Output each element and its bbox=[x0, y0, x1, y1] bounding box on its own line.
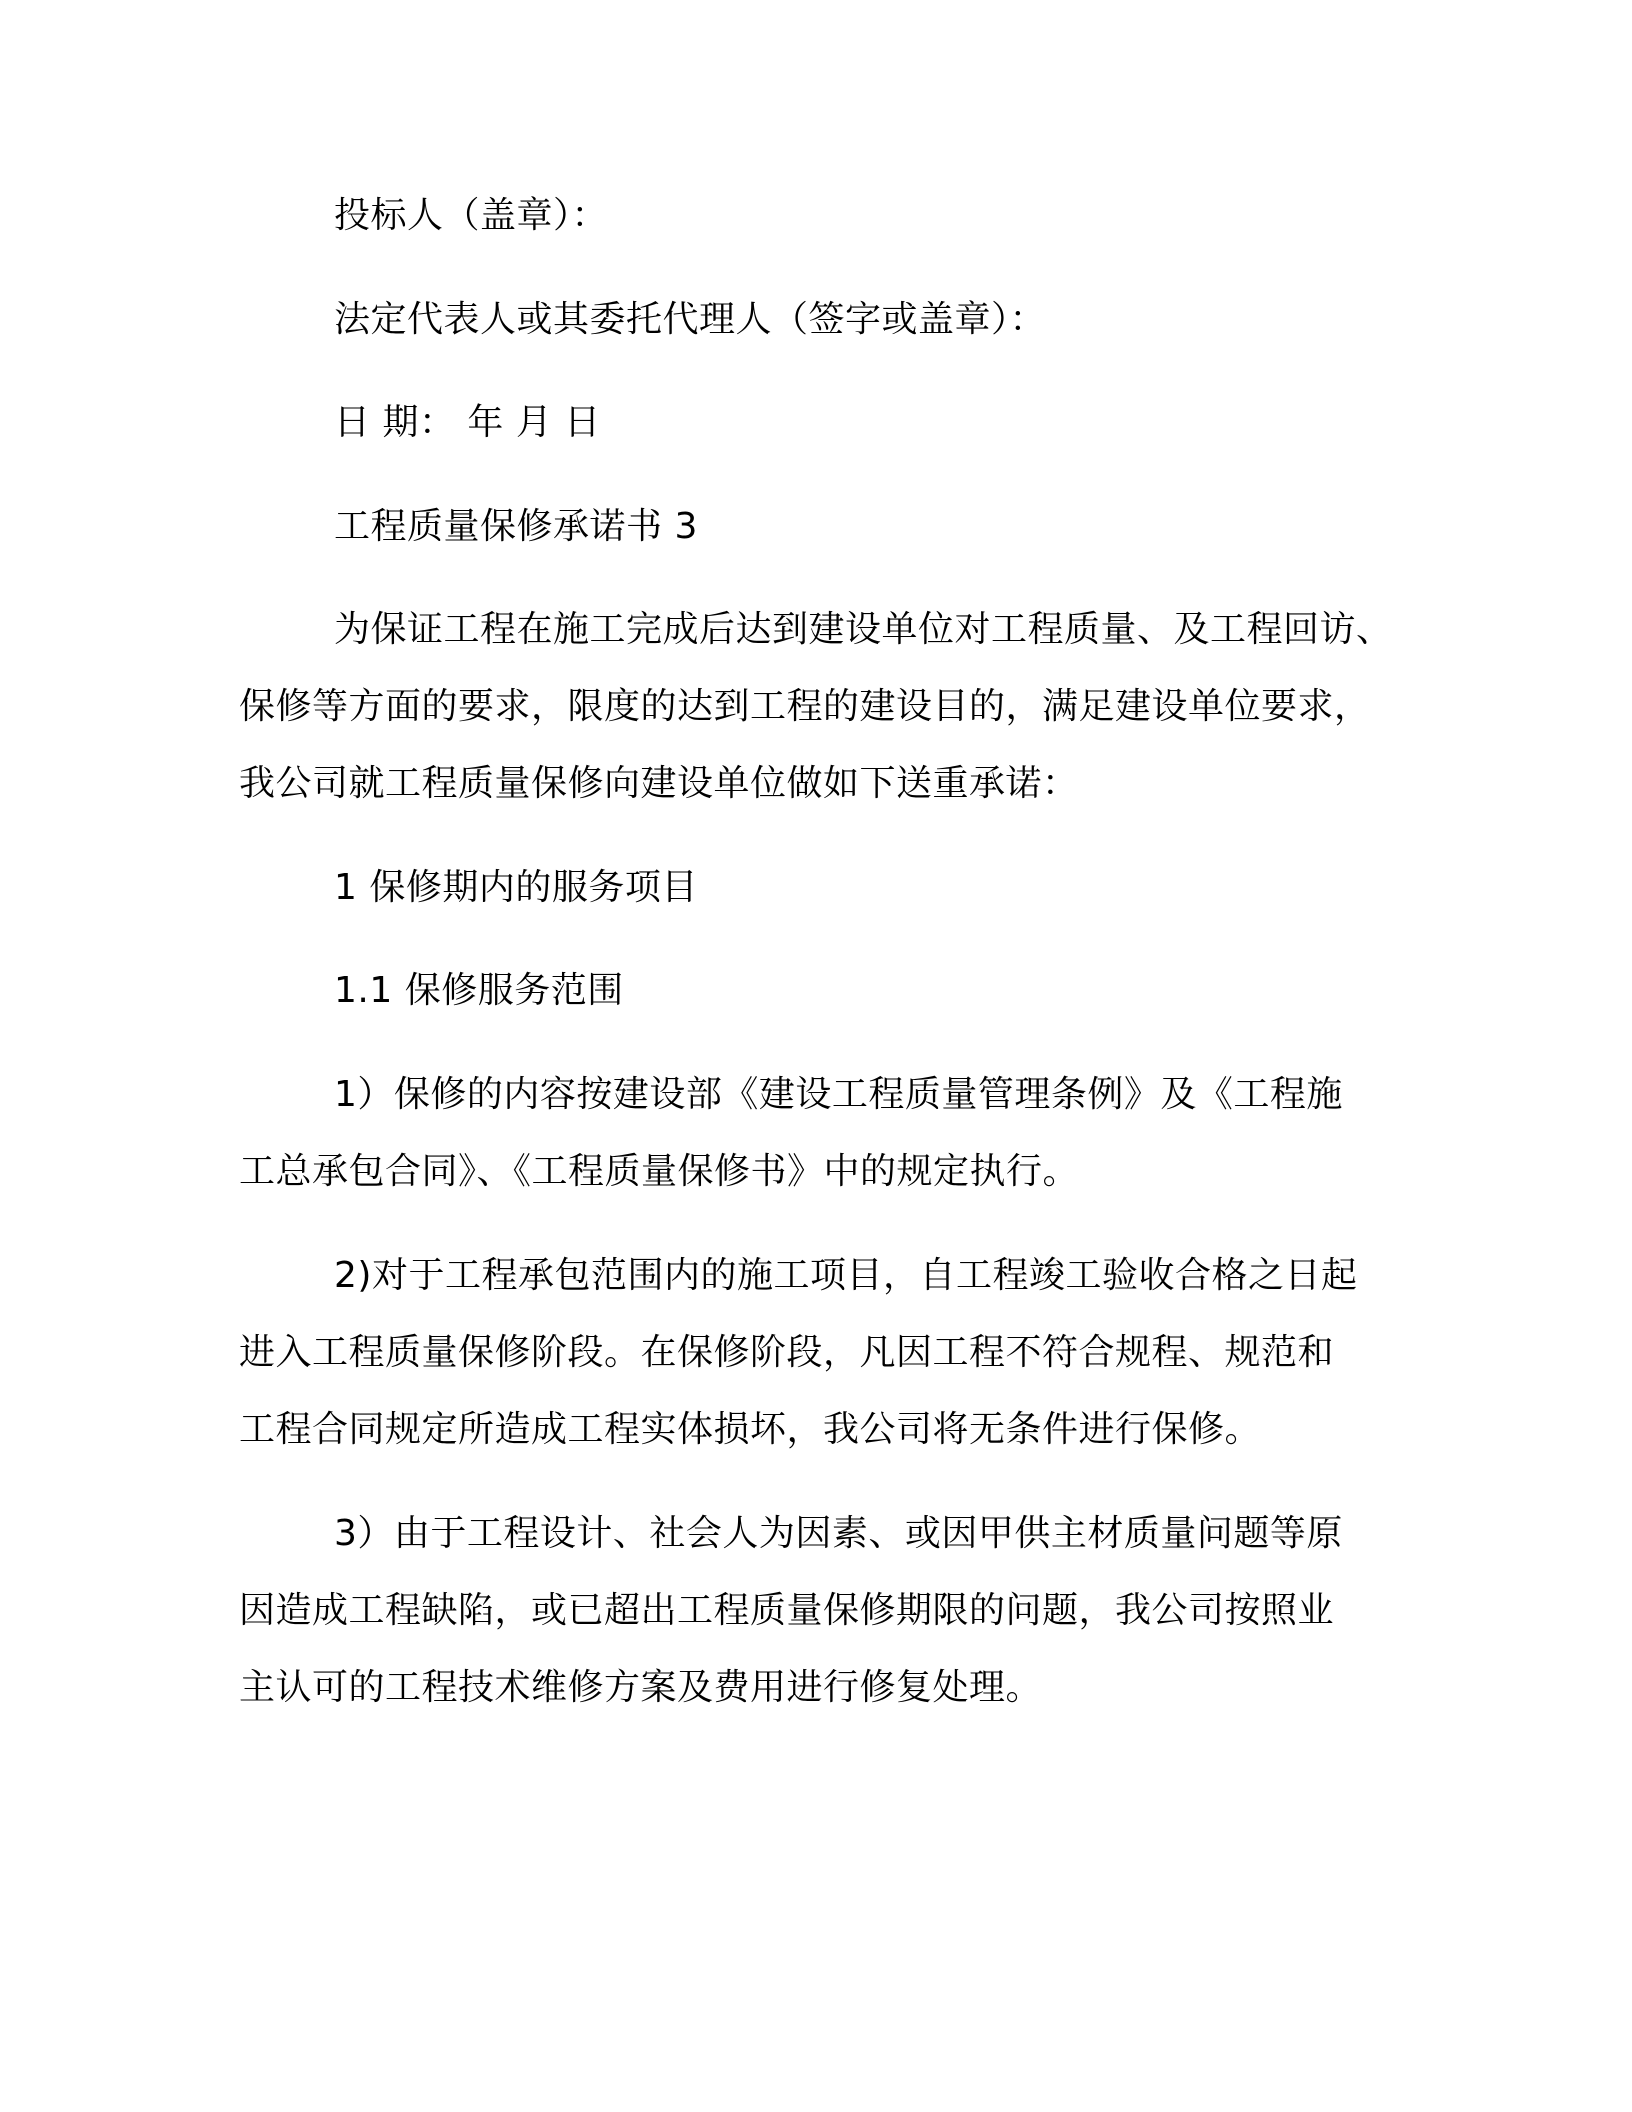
section-title: 工程质量保修承诺书 3 bbox=[334, 506, 698, 547]
item-1-line-1: 1）保修的内容按建设部《建设工程质量管理条例》及《工程施 bbox=[334, 1074, 1343, 1115]
date-line: 日 期： 年 月 日 bbox=[334, 402, 601, 443]
item-3-line-3: 主认可的工程技术维修方案及费用进行修复处理。 bbox=[239, 1667, 1043, 1708]
item-3-line-1: 3）由于工程设计、社会人为因素、或因甲供主材质量问题等原 bbox=[334, 1513, 1343, 1554]
item-2-line-3: 工程合同规定所造成工程实体损坏，我公司将无条件进行保修。 bbox=[239, 1409, 1262, 1450]
intro-line-2: 保修等方面的要求，限度的达到工程的建设目的，满足建设单位要求， bbox=[239, 686, 1371, 727]
legal-representative-line: 法定代表人或其委托代理人（签字或盖章）： bbox=[334, 299, 1047, 340]
item-3-line-2: 因造成工程缺陷，或已超出工程质量保修期限的问题，我公司按照业 bbox=[239, 1590, 1335, 1631]
intro-line-1: 为保证工程在施工完成后达到建设单位对工程质量、及工程回访、 bbox=[334, 609, 1393, 650]
bidder-seal-line: 投标人（盖章）： bbox=[334, 195, 609, 236]
heading-1: 1 保修期内的服务项目 bbox=[334, 867, 698, 908]
item-1-line-2: 工总承包合同》、《工程质量保修书》中的规定执行。 bbox=[239, 1151, 1080, 1192]
item-2-line-1: 2)对于工程承包范围内的施工项目，自工程竣工验收合格之日起 bbox=[334, 1255, 1358, 1296]
intro-line-3: 我公司就工程质量保修向建设单位做如下送重承诺： bbox=[239, 763, 1079, 804]
item-2-line-2: 进入工程质量保修阶段。在保修阶段，凡因工程不符合规程、规范和 bbox=[239, 1332, 1335, 1373]
heading-1-1: 1.1 保修服务范围 bbox=[334, 970, 624, 1011]
